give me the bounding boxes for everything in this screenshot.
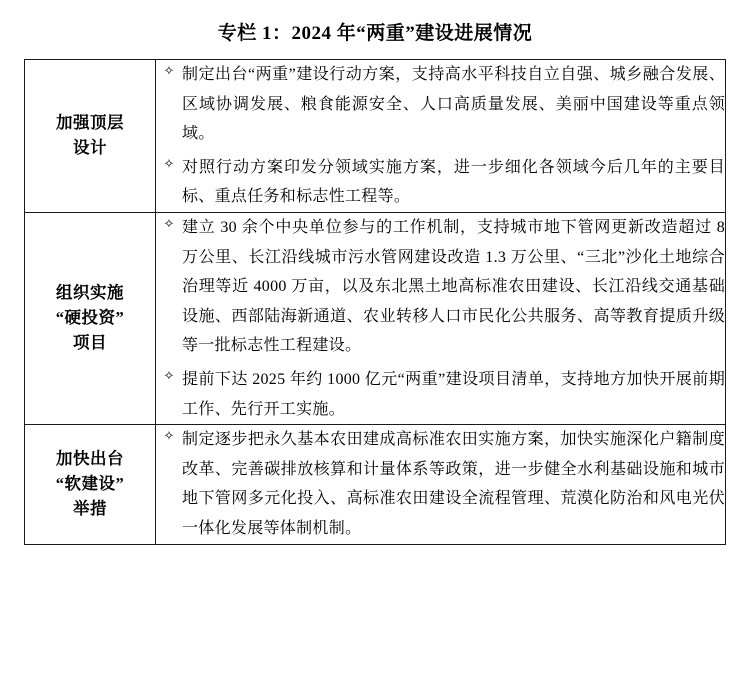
list-item-text: 建立 30 余个中央单位参与的工作机制，支持城市地下管网更新改造超过 8 万公里、长江沿线城市污水管网建设改造 1.3 万公里、“三北”沙化土地综合治理等近 4000 万亩，以及东北黑土地高标准农田建设、长江沿线交通基础设施、西部陆海新通道、农业转移人口市民化公共服务、高等教育提质升级等一批标志性工程建设。 (182, 218, 725, 355)
diamond-bullet-icon: ✧ (163, 156, 175, 172)
diamond-bullet-icon: ✧ (163, 368, 175, 384)
row-content-cell (156, 60, 726, 213)
list-item (156, 365, 725, 424)
list-item (156, 425, 725, 543)
list-item (156, 60, 725, 149)
page-title: 专栏 1：2024 年“两重”建设进展情况 (217, 23, 533, 44)
diamond-bullet-icon: ✧ (163, 429, 175, 445)
diamond-bullet-icon: ✧ (163, 64, 175, 79)
row-label-line: 举措 (73, 498, 107, 518)
feature-box-table (24, 59, 726, 545)
diamond-bullet-icon: ✧ (163, 216, 175, 232)
row-label-line: 加强顶层 (56, 113, 124, 133)
table-body (25, 60, 726, 545)
row-content-cell (156, 212, 726, 424)
row-label-line: “硬投资” (55, 308, 125, 328)
list-item (156, 153, 725, 212)
list-item-text: 提前下达 2025 年约 1000 亿元“两重”建设项目清单，支持地方加快开展前期工作、先行开工实施。 (182, 370, 725, 418)
list-item-text: 对照行动方案印发分领域实施方案，进一步细化各领域今后几年的主要目标、重点任务和标志性工程等。 (182, 158, 725, 206)
row-label-cell (25, 425, 156, 544)
list-item-text: 制定逐步把永久基本农田建成高标准农田实施方案，加快实施深化户籍制度改革、完善碳排放核算和计量体系等政策，进一步健全水利基础设施和城市地下管网多元化投入、高标准农田建设全流程管理、荒漠化防治和风电光伏一体化发展等体制机制。 (182, 431, 725, 537)
table-row (25, 60, 726, 213)
row-content-cell (156, 425, 726, 544)
list-item (156, 213, 725, 361)
row-label-line: 设计 (73, 137, 107, 157)
row-label-line: 加快出台 (56, 449, 124, 469)
row-label-cell (25, 212, 156, 424)
row-label-line: 项目 (73, 332, 107, 352)
table-row (25, 425, 726, 544)
table-row (25, 212, 726, 424)
row-label-line: 组织实施 (56, 283, 124, 303)
row-label-cell (25, 60, 156, 213)
list-item-text: 制定出台“两重”建设行动方案，支持高水平科技自立自强、城乡融合发展、区域协调发展、粮食能源安全、人口高质量发展、美丽中国建设等重点领域。 (182, 66, 725, 143)
row-label-line: “软建设” (55, 473, 125, 493)
